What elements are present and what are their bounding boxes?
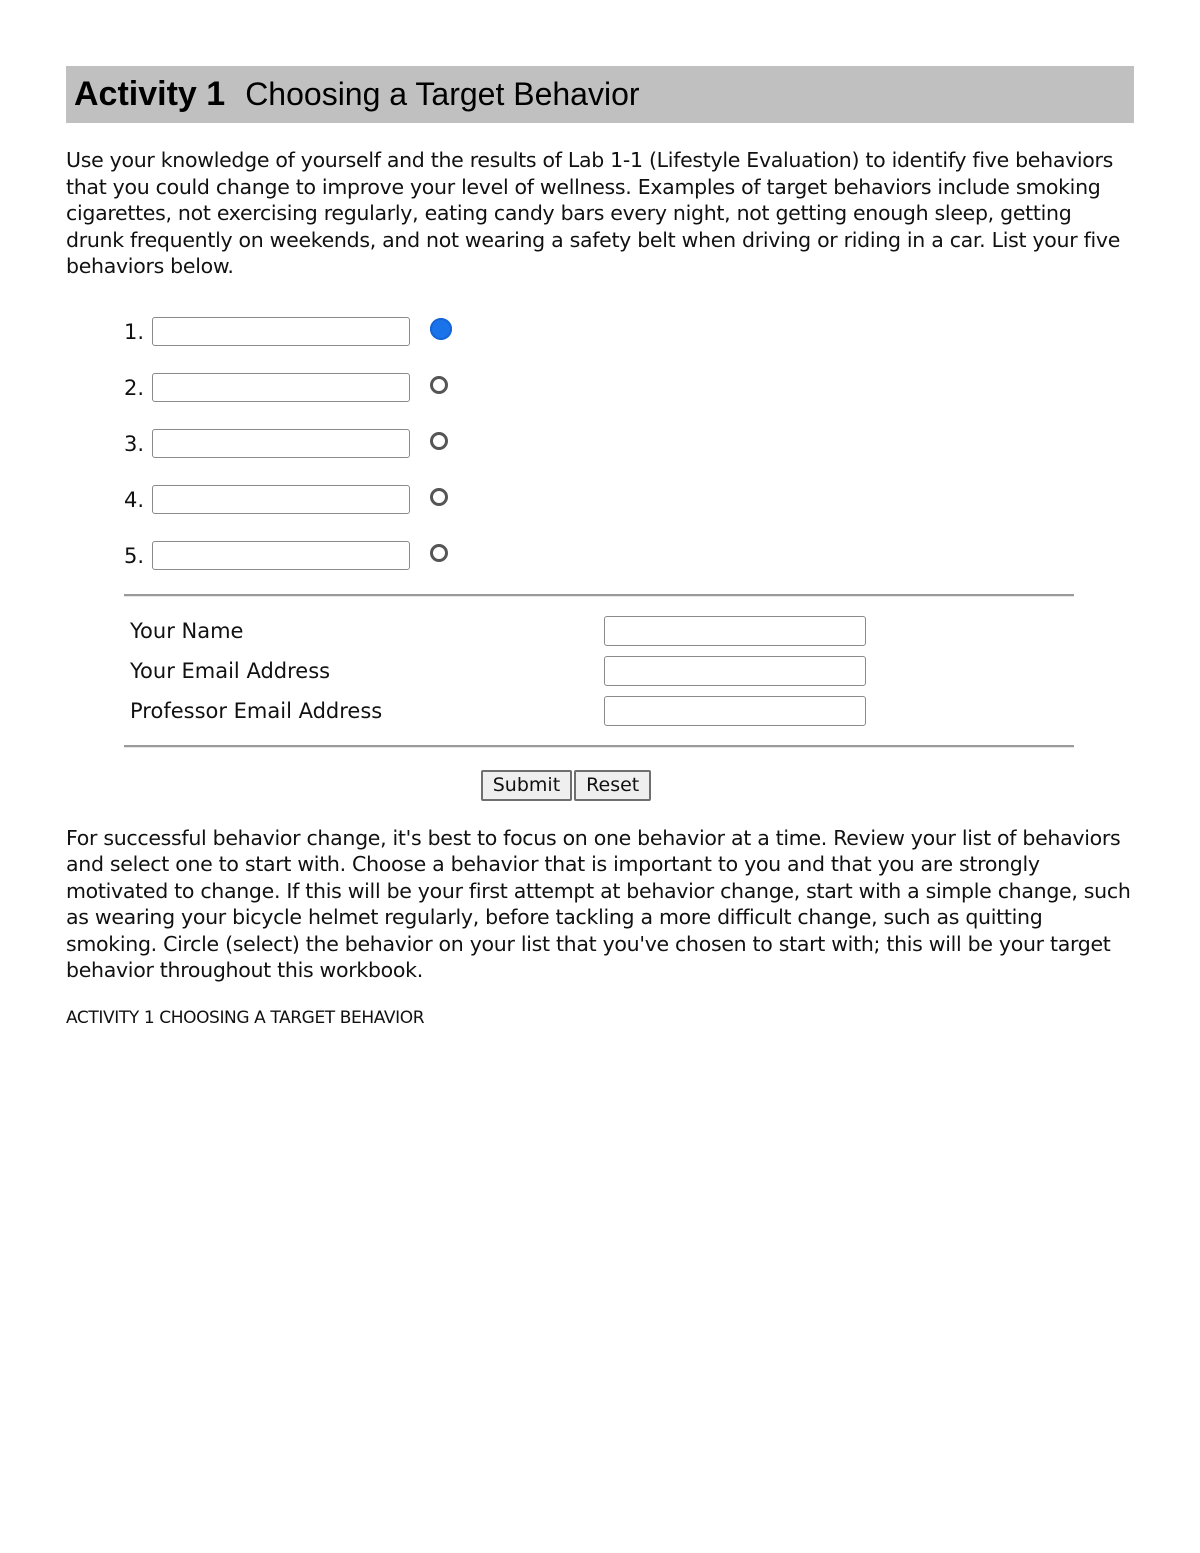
name-label: Your Name: [130, 618, 244, 643]
behavior-radio-1[interactable]: [430, 318, 452, 340]
activity-title: Choosing a Target Behavior: [245, 76, 640, 112]
behavior-number: 3.: [124, 431, 145, 456]
behavior-number: 2.: [124, 375, 145, 400]
form-buttons: [66, 770, 1066, 801]
behavior-row-2: [124, 360, 1134, 416]
behavior-number: 1.: [124, 319, 145, 344]
behavior-input-5[interactable]: [152, 541, 410, 570]
divider-bottom: [124, 745, 1074, 748]
behavior-row-4: [124, 472, 1134, 528]
divider-top: [124, 594, 1074, 597]
email-input[interactable]: [604, 656, 866, 686]
behavior-radio-3[interactable]: [430, 432, 448, 450]
email-label: Your Email Address: [130, 658, 331, 683]
activity-number: Activity 1: [74, 75, 226, 113]
prof-email-label: Professor Email Address: [130, 698, 383, 723]
behavior-row-1: [124, 304, 1134, 360]
footer-label: ACTIVITY 1 CHOOSING A TARGET BEHAVIOR: [66, 1007, 425, 1028]
behavior-number: 4.: [124, 487, 145, 512]
behavior-radio-5[interactable]: [430, 544, 448, 562]
behavior-number: 5.: [124, 543, 145, 568]
behavior-input-3[interactable]: [152, 429, 410, 458]
behavior-input-1[interactable]: [152, 317, 410, 346]
email-row: [130, 651, 1134, 691]
prof-email-input[interactable]: [604, 696, 866, 726]
prof-email-row: [130, 691, 1134, 731]
behavior-row-3: [124, 416, 1134, 472]
name-row: [130, 611, 1134, 651]
behavior-input-4[interactable]: [152, 485, 410, 514]
activity-page: [66, 66, 1134, 1028]
behavior-radio-2[interactable]: [430, 376, 448, 394]
behavior-list: [124, 304, 1134, 584]
title-bar: [66, 66, 1134, 123]
name-input[interactable]: [604, 616, 866, 646]
behavior-row-5: [124, 528, 1134, 584]
submit-button[interactable]: Submit: [481, 770, 572, 801]
intro-paragraph: Use your knowledge of yourself and the results of Lab 1-1 (Lifestyle Evaluation) to identify five behaviors that you could change to improve your level of wellness. Examples of target behaviors include smoking cigarettes, not exercising regularly, eating candy bars every night, not getting enough sleep, getting drunk frequently on weekends, and not wearing a safety belt when driving or riding in a car. List your five behaviors below.: [66, 148, 1121, 278]
contact-form: [130, 611, 1134, 731]
reset-button[interactable]: Reset: [574, 770, 651, 801]
outro-paragraph: For successful behavior change, it's best to focus on one behavior at a time. Review your list of behaviors and select one to start with. Choose a behavior that is important to you and that you are strongly motivated to change. If this will be your first attempt at behavior change, start with a simple change, such as wearing your bicycle helmet regularly, before tackling a more difficult change, such as quitting smoking. Circle (select) the behavior on your list that you've chosen to start with; this will be your target behavior throughout this workbook.: [66, 825, 1131, 982]
behavior-radio-4[interactable]: [430, 488, 448, 506]
behavior-input-2[interactable]: [152, 373, 410, 402]
